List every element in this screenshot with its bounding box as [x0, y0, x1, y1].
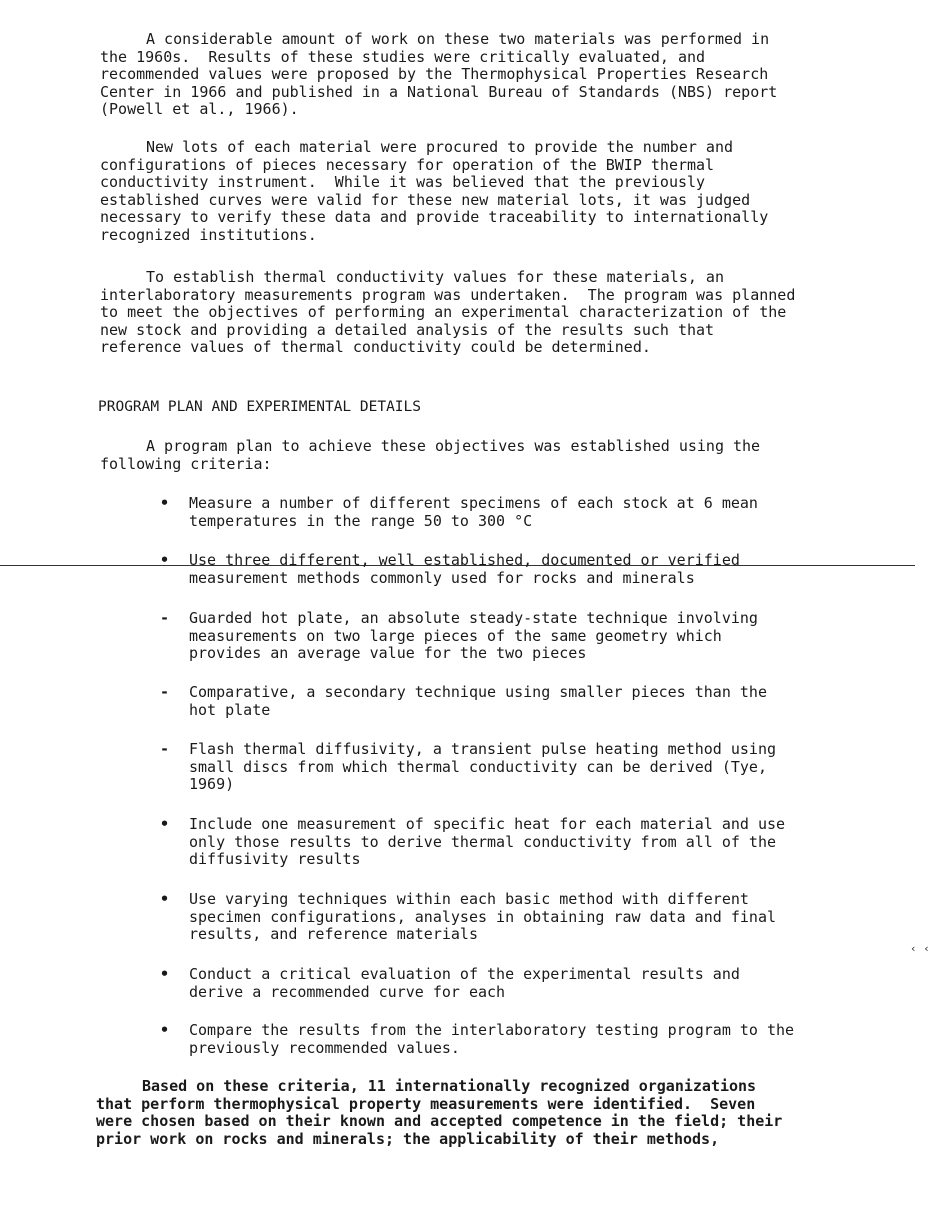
text-line: New lots of each material were procured to provide the number and	[146, 138, 733, 156]
text-line: Measure a number of different specimens of each stock at 6 mean	[189, 494, 758, 512]
text-line: Use three different, well established, documented or verified	[189, 551, 740, 569]
text-line: results, and reference materials	[189, 925, 478, 944]
text-line: A program plan to achieve these objectives was established using the	[146, 437, 761, 455]
text-line: Conduct a critical evaluation of the experimental results and	[189, 965, 740, 983]
text-line: prior work on rocks and minerals; the applicability of their methods,	[96, 1129, 720, 1148]
bullet-marker: •	[160, 815, 170, 833]
text-line: Include one measurement of specific heat for each material and use	[189, 815, 786, 833]
paragraph-1	[100, 31, 840, 119]
text-line: specimen configurations, analyses in obtaining raw data and final	[189, 907, 776, 926]
text-line: recommended values were proposed by the Thermophysical Properties Research	[100, 65, 769, 84]
text-line: 1969)	[189, 775, 235, 794]
text-line: following criteria:	[100, 454, 272, 473]
text-line: diffusivity results	[189, 850, 361, 869]
text-line: necessary to verify these data and provide traceability to internationally	[100, 208, 769, 227]
dash-marker: -	[160, 609, 170, 627]
text-line: measurement methods commonly used for rocks and minerals	[189, 568, 695, 587]
text-line: established curves were valid for these new material lots, it was judged	[100, 190, 751, 209]
text-line: that perform thermophysical property measurements were identified. Seven	[96, 1094, 756, 1113]
text-line: Comparative, a secondary technique using smaller pieces than the	[189, 683, 767, 701]
text-line: To establish thermal conductivity values for these materials, an	[146, 268, 724, 286]
text-line: interlaboratory measurements program was undertaken. The program was planned	[100, 285, 796, 304]
bullet-marker: •	[160, 965, 170, 983]
text-line: measurements on two large pieces of the same geometry which	[189, 626, 722, 645]
bullet-marker: •	[160, 1021, 170, 1039]
text-line: the 1960s. Results of these studies were critically evaluated, and	[100, 47, 706, 66]
text-line: provides an average value for the two pieces	[189, 644, 587, 663]
dash-marker: -	[160, 683, 170, 701]
text-line: A considerable amount of work on these two materials was performed in	[146, 30, 770, 48]
bullet-marker: •	[160, 494, 170, 512]
text-line: Compare the results from the interlaboratory testing program to the	[189, 1021, 795, 1039]
text-line: were chosen based on their known and accepted competence in the field; their	[96, 1112, 783, 1131]
text-line: recognized institutions.	[100, 225, 317, 244]
text-line: Based on these criteria, 11 internationally recognized organizations	[142, 1077, 757, 1095]
text-line: Flash thermal diffusivity, a transient pulse heating method using	[189, 740, 776, 758]
text-line: Center in 1966 and published in a National Bureau of Standards (NBS) report	[100, 82, 778, 101]
paragraph-2	[100, 139, 840, 245]
paragraph-4	[100, 438, 840, 473]
margin-mark: ‹ ‹	[910, 942, 930, 955]
paragraph-3	[100, 269, 840, 357]
text-line: configurations of pieces necessary for operation of the BWIP thermal	[100, 155, 715, 174]
text-line: Use varying techniques within each basic method with different	[189, 890, 749, 908]
text-line: temperatures in the range 50 to 300 °C	[189, 511, 533, 530]
text-line: reference values of thermal conductivity could be determined.	[100, 338, 651, 357]
text-line: conductivity instrument. While it was believed that the previously	[100, 173, 706, 192]
paragraph-5	[96, 1078, 836, 1148]
text-line: new stock and providing a detailed analysis of the results such that	[100, 320, 715, 339]
text-line: (Powell et al., 1966).	[100, 100, 299, 119]
bullet-marker: •	[160, 890, 170, 908]
bullet-marker: •	[160, 551, 170, 569]
text-line: to meet the objectives of performing an experimental characterization of the	[100, 303, 787, 322]
dash-marker: -	[160, 740, 170, 758]
text-line: only those results to derive thermal conductivity from all of the	[189, 832, 776, 851]
section-heading: PROGRAM PLAN AND EXPERIMENTAL DETAILS	[98, 399, 422, 415]
text-line: Guarded hot plate, an absolute steady-state technique involving	[189, 609, 758, 627]
text-line: small discs from which thermal conductivity can be derived (Tye,	[189, 757, 767, 776]
text-line: derive a recommended curve for each	[189, 982, 506, 1001]
text-line: previously recommended values.	[189, 1038, 460, 1057]
text-line: hot plate	[189, 700, 271, 719]
